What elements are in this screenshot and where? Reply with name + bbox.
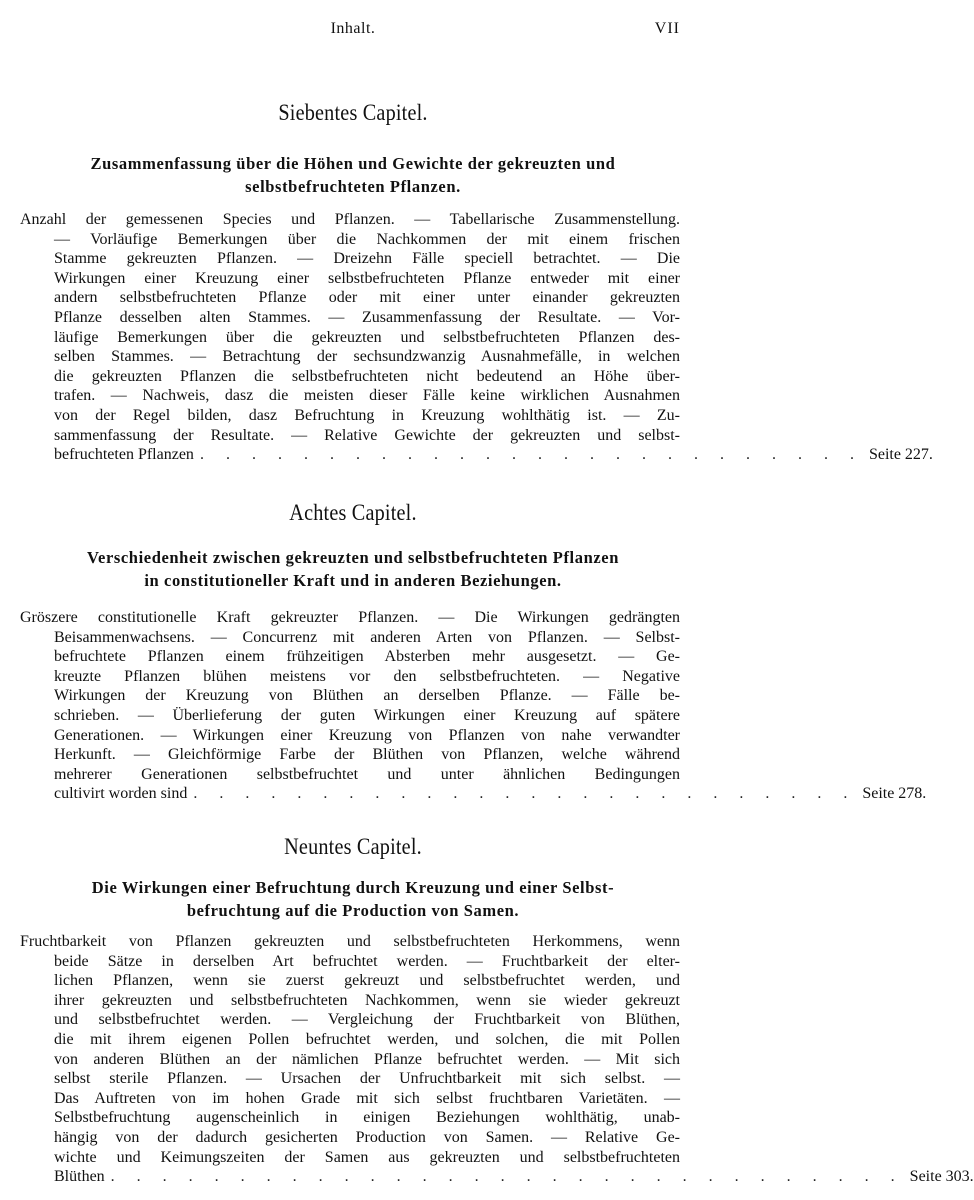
leader-dots: . . . . . . . . . . . . . . . . . . . . . . . . . . bbox=[199, 446, 863, 464]
chapter-8 bbox=[0, 500, 706, 526]
subtitle-line: selbstbefruchteten Pflanzen. bbox=[245, 177, 461, 196]
chapter-7-summary bbox=[20, 210, 933, 465]
chapter-title: Achtes Capitel. bbox=[289, 500, 417, 525]
summary-line: und selbstbefruchtet werden. — Vergleichung der Fruchtbarkeit von Blüthen, bbox=[54, 1011, 680, 1029]
leader-dots: . . . . . . . . . . . . . . . . . . . . . . . . . . bbox=[193, 785, 857, 803]
chapter-8-subtitle bbox=[0, 546, 706, 592]
summary-line: Generationen. — Wirkungen einer Kreuzung von Pflanzen von nahe verwandter bbox=[54, 726, 680, 744]
summary-line: Herkunft. — Gleichförmige Farbe der Blüthen von Pflanzen, welche während bbox=[54, 746, 680, 764]
summary-line: wichte und Keimungszeiten der Samen aus gekreuzten und selbstbefruchteten bbox=[54, 1148, 680, 1166]
page-reference: Seite 303. bbox=[909, 1168, 974, 1186]
chapter-8-summary bbox=[20, 608, 927, 804]
subtitle-line: Die Wirkungen einer Befruchtung durch Kreuzung und einer Selbst- bbox=[91, 878, 615, 897]
summary-line: sammenfassung der Resultate. — Relative Gewichte der gekreuzten und selbst- bbox=[54, 426, 680, 444]
summary-line: Stamme gekreuzten Pflanzen. — Dreizehn Fälle speciell betrachtet. — Die bbox=[54, 250, 680, 268]
toc-entry bbox=[20, 1167, 974, 1187]
summary-line: Selbstbefruchtung augenscheinlich in einigen Beziehungen wohlthätig, unab- bbox=[54, 1109, 680, 1127]
summary-line: — Vorläufige Bemerkungen über die Nachkommen der mit einem frischen bbox=[54, 230, 680, 248]
summary-line: läufige Bemerkungen über die gekreuzten und selbstbefruchteten Pflanzen des- bbox=[54, 328, 680, 346]
subtitle-line: Zusammenfassung über die Höhen und Gewichte der gekreuzten und bbox=[90, 154, 616, 173]
subtitle-line: Verschiedenheit zwischen gekreuzten und selbstbefruchteten Pflanzen bbox=[87, 548, 619, 567]
chapter-9-subtitle bbox=[0, 876, 706, 922]
summary-line: cultivirt worden sind bbox=[54, 785, 188, 803]
summary-line: beide Sätze in derselben Art befruchtet werden. — Fruchtbarkeit der elter- bbox=[54, 952, 680, 970]
summary-line: Wirkungen der Kreuzung von Blüthen an derselben Pflanze. — Fälle be- bbox=[54, 687, 680, 705]
chapter-subtitle bbox=[14, 152, 692, 198]
chapter-7 bbox=[0, 100, 706, 126]
chapter-9-summary bbox=[20, 932, 974, 1187]
summary-line: kreuzte Pflanzen blühen meistens vor den selbstbefruchteten. — Negative bbox=[54, 667, 680, 685]
page-reference: Seite 278. bbox=[862, 785, 927, 803]
subtitle-line: befruchtung auf die Production von Samen. bbox=[186, 901, 520, 920]
summary-line: befruchtete Pflanzen einem frühzeitigen Absterben mehr ausgesetzt. — Ge- bbox=[54, 648, 680, 666]
summary-line: Gröszere constitutionelle Kraft gekreuzter Pflanzen. — Die Wirkungen gedrängten bbox=[20, 609, 680, 626]
chapter-subtitle bbox=[14, 546, 692, 592]
chapter-subtitle bbox=[14, 876, 692, 922]
chapter-title: Neuntes Capitel. bbox=[284, 834, 422, 859]
summary-line: von der Regel bilden, dasz Befruchtung in Kreuzung wohlthätig ist. — Zu- bbox=[54, 406, 680, 424]
summary-line: lichen Pflanzen, wenn sie zuerst gekreuzt und selbstbefruchtet werden, und bbox=[54, 972, 680, 990]
summary-line: trafen. — Nachweis, dasz die meisten dieser Fälle keine wirklichen Ausnahmen bbox=[54, 387, 680, 405]
running-title: Inhalt. bbox=[330, 20, 376, 37]
summary-line: hängig von der dadurch gesicherten Production von Samen. — Relative Ge- bbox=[54, 1128, 680, 1146]
summary-line: Das Auftreten von im hohen Grade mit sich selbst fruchtbaren Varietäten. — bbox=[54, 1089, 680, 1107]
page-number: VII bbox=[654, 20, 680, 37]
summary-line: Beisammenwachsens. — Concurrenz mit anderen Arten von Pflanzen. — Selbst- bbox=[54, 628, 680, 646]
summary-line: Anzahl der gemessenen Species und Pflanzen. — Tabellarische Zusammenstellung. bbox=[20, 211, 680, 228]
summary-line: Pflanze desselben alten Stammes. — Zusammenfassung der Resultate. — Vor- bbox=[54, 308, 680, 326]
summary-line: selben Stammes. — Betrachtung der sechsundzwanzig Ausnahmefälle, in welchen bbox=[54, 348, 680, 366]
summary-line: Wirkungen einer Kreuzung einer selbstbefruchteten Pflanze entweder mit einer bbox=[54, 269, 680, 287]
summary-line: ihrer gekreuzten und selbstbefruchteten Nachkommen, wenn sie wieder gekreuzt bbox=[54, 991, 680, 1009]
summary-line: von anderen Blüthen an der nämlichen Pflanze befruchtet werden. — Mit sich bbox=[54, 1050, 680, 1068]
toc-entry bbox=[20, 784, 927, 804]
summary-line: die gekreuzten Pflanzen die selbstbefruchteten nicht bedeutend an Höhe über- bbox=[54, 367, 680, 385]
toc-entry bbox=[20, 445, 933, 465]
summary-line: mehrerer Generationen selbstbefruchtet und unter ähnlichen Bedingungen bbox=[54, 765, 680, 783]
summary-line: Blüthen bbox=[54, 1168, 105, 1186]
chapter-7-subtitle bbox=[0, 152, 706, 198]
page-reference: Seite 227. bbox=[868, 446, 933, 464]
summary-line: Fruchtbarkeit von Pflanzen gekreuzten und selbstbefruchteten Herkommens, wenn bbox=[20, 933, 680, 950]
page-header bbox=[0, 20, 706, 44]
summary-line: die mit ihrem eigenen Pollen befruchtet werden, und solchen, die mit Pollen bbox=[54, 1030, 680, 1048]
summary-line: schrieben. — Überlieferung der guten Wirkungen einer Kreuzung auf spätere bbox=[54, 706, 680, 724]
leader-dots: . . . . . . . . . . . . . . . . . . . . . . . . . . . . . . . bbox=[110, 1168, 904, 1186]
subtitle-line: in constitutioneller Kraft und in anderen Beziehungen. bbox=[144, 571, 562, 590]
chapter-9 bbox=[0, 834, 706, 860]
summary-line: befruchteten Pflanzen bbox=[54, 446, 194, 464]
summary-line: selbst sterile Pflanzen. — Ursachen der Unfruchtbarkeit mit sich selbst. — bbox=[54, 1070, 680, 1088]
chapter-title: Siebentes Capitel. bbox=[278, 100, 428, 125]
summary-line: andern selbstbefruchteten Pflanze oder mit einer unter einander gekreuzten bbox=[54, 289, 680, 307]
